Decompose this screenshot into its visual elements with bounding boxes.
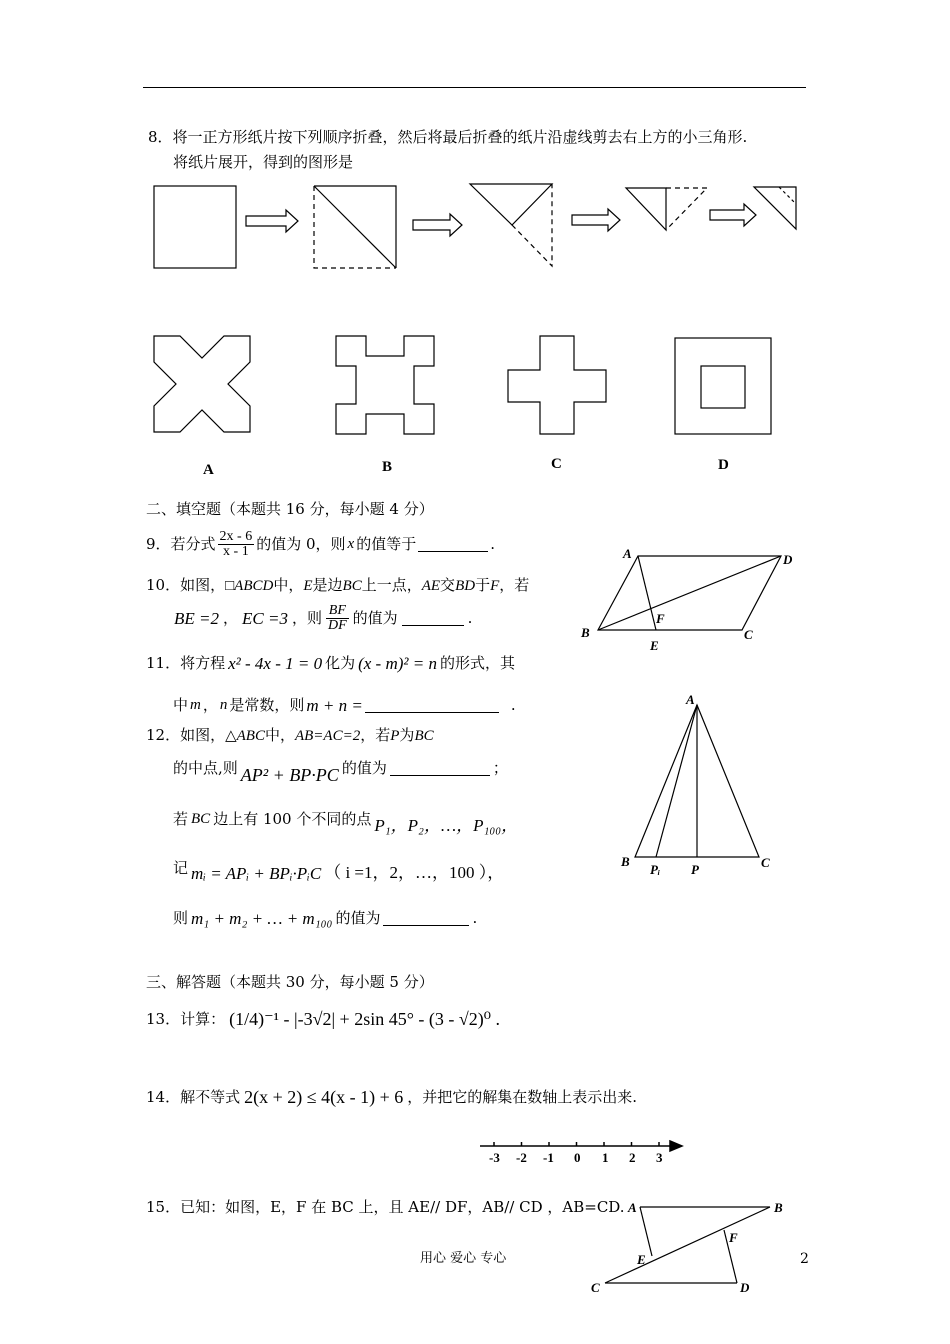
page-number: 2 (800, 1251, 809, 1267)
option-c-label: C (551, 456, 562, 472)
q12-text: 为 (399, 726, 415, 744)
axis-tick-label: -2 (516, 1150, 527, 1165)
q14-text: 14．解不等式 (146, 1087, 241, 1106)
q12-text: 边上有 100 个不同的点 (213, 810, 372, 828)
q11-equation1: x² - 4x - 1 = 0 (228, 654, 323, 673)
q10-label-b: B (581, 625, 590, 640)
q8-line1: 8．将一正方形纸片按下列顺序折叠，然后将最后折叠的纸片沿虚线剪去右上方的小三角形. (148, 128, 748, 146)
q11-text: 的形式，其 (439, 654, 515, 672)
q10-label-e: E (650, 638, 659, 653)
q10-text: 中， (273, 576, 304, 594)
q10-text: 上一点， (361, 576, 422, 594)
q10-text: 交 (440, 576, 456, 594)
q10-text: 是边 (312, 576, 343, 594)
q12-label-p: P (691, 862, 699, 877)
q13-prefix: 13．计算： (146, 1009, 226, 1028)
q9-end: . (490, 535, 495, 553)
q11-text: 11．将方程 (146, 654, 226, 672)
q10-ec: EC =3 (242, 609, 288, 628)
q10-label-d: D (783, 552, 793, 567)
q15-label-c: C (591, 1280, 600, 1295)
axis-tick-label: 2 (629, 1150, 636, 1165)
q15-label-b: B (774, 1200, 783, 1215)
q12-p: P (390, 728, 400, 744)
q12-text: 的值为 (335, 909, 381, 927)
q10-numerator: BF (326, 604, 349, 619)
q12-condition: AB=AC=2 (294, 728, 361, 744)
q10-label-a: A (623, 546, 632, 561)
q12-text: 的值为 (341, 758, 387, 777)
q12-expression1: AP² + BP·PC (240, 765, 339, 785)
q12-text: 的中点,则 (173, 758, 238, 777)
q10-ae: AE (421, 578, 441, 594)
footer-center: 用心 爱心 专心 (420, 1251, 507, 1266)
q9-mid: 的值为 0，则 (256, 535, 346, 553)
q11-text: 化为 (325, 654, 356, 672)
q15-label-f: F (729, 1230, 738, 1245)
q12-bc: BC (191, 811, 211, 827)
q10-bc: BC (342, 578, 362, 594)
q15-label-a: A (628, 1200, 637, 1215)
option-d-label: D (718, 457, 729, 473)
q12-text: 若 (173, 810, 189, 828)
q11-text: 是常数，则 (229, 696, 305, 714)
q10-line2: BE =2 ， EC =3 ，则 $\frac{BF}{DF}$ 的值为 . (174, 603, 473, 633)
q12-range: （ i =1，2，…，100 ）， (324, 863, 505, 882)
q10-be: BE =2 (174, 609, 219, 628)
q11-text: 中 (173, 696, 189, 714)
q11-expression: m + n = (306, 696, 363, 715)
q10-text: ，若 (499, 576, 530, 594)
q10-text: 于 (475, 576, 491, 594)
q10-e: E (303, 578, 313, 594)
q12-text: ，若 (360, 726, 391, 744)
q12-expression3: m₁ + m₂ + … + m₁₀₀ (191, 909, 333, 928)
q14-text: ，并把它的解集在数轴上表示出来. (407, 1087, 638, 1106)
q12-label-b: B (621, 854, 630, 869)
q9-numerator: 2x - 6 (219, 529, 253, 544)
q10-label-c: C (744, 627, 753, 642)
axis-tick-label: 1 (602, 1150, 609, 1165)
q10-text: 10．如图， (146, 576, 226, 594)
q12-abc: ABC (236, 728, 265, 744)
section3-heading: 三、解答题（本题共 30 分，每小题 5 分） (146, 973, 434, 991)
q11-end: . (510, 696, 516, 714)
option-a-label: A (203, 462, 214, 478)
option-b-label: B (382, 459, 393, 475)
q11-equation2: (x - m)² = n (358, 654, 437, 673)
q10-then: ，则 (291, 609, 322, 627)
q12-label-c: C (761, 855, 770, 870)
q10-label-f: F (656, 611, 665, 626)
q11-text: ， (202, 696, 218, 714)
section2-heading: 二、填空题（本题共 16 分，每小题 4 分） (146, 500, 434, 518)
q12-text: 记 (173, 859, 189, 877)
q15-line: 15．已知：如图，E，F 在 BC 上，且 AE// DF，AB// CD ，AB=CD. (146, 1198, 625, 1216)
q10-bd: BD (455, 578, 476, 594)
q12-label-a: A (686, 692, 695, 707)
q8-line2: 将纸片展开，得到的图形是 (173, 153, 354, 171)
q12-text: 12．如图，△ (146, 726, 237, 744)
q9-prefix: 9．若分式 (146, 535, 216, 553)
q15-label-e: E (637, 1252, 646, 1267)
q10-value-text: 的值为 (352, 609, 398, 627)
axis-tick-label: -1 (543, 1150, 554, 1165)
q10-f: F (490, 578, 500, 594)
q9-suffix: 的值等于 (356, 535, 417, 553)
q13-expression: (1/4)⁻¹ - |-3√2| + 2sin 45° - (3 - √2)⁰ . (229, 1009, 500, 1029)
q12-text: ； (492, 758, 508, 777)
q12-text: 则 (173, 909, 189, 927)
q15-label-d: D (740, 1280, 750, 1295)
q9-var: x (347, 536, 355, 552)
q12-bc: BC (414, 728, 434, 744)
q9-denominator: x - 1 (223, 544, 249, 559)
q12-text: 中， (264, 726, 295, 744)
q14-expression: 2(x + 2) ≤ 4(x - 1) + 6 (244, 1087, 404, 1107)
q11-n: n (219, 697, 228, 713)
q10-denominator: DF (327, 618, 347, 633)
axis-tick-label: 3 (656, 1150, 663, 1165)
axis-tick-label: 0 (574, 1150, 581, 1165)
q10-end: . (467, 609, 473, 627)
q12-points: P₁，P₂，…，P₁₀₀， (374, 816, 519, 835)
q12-end: . (472, 909, 478, 927)
axis-tick-label: -3 (489, 1150, 500, 1165)
q10-abcd: □ABCD (225, 578, 274, 594)
q12-expression2: mᵢ = APᵢ + BPᵢ·PᵢC (191, 864, 322, 883)
q12-label-pi: Pᵢ (650, 862, 661, 877)
q11-m: m (190, 697, 201, 713)
